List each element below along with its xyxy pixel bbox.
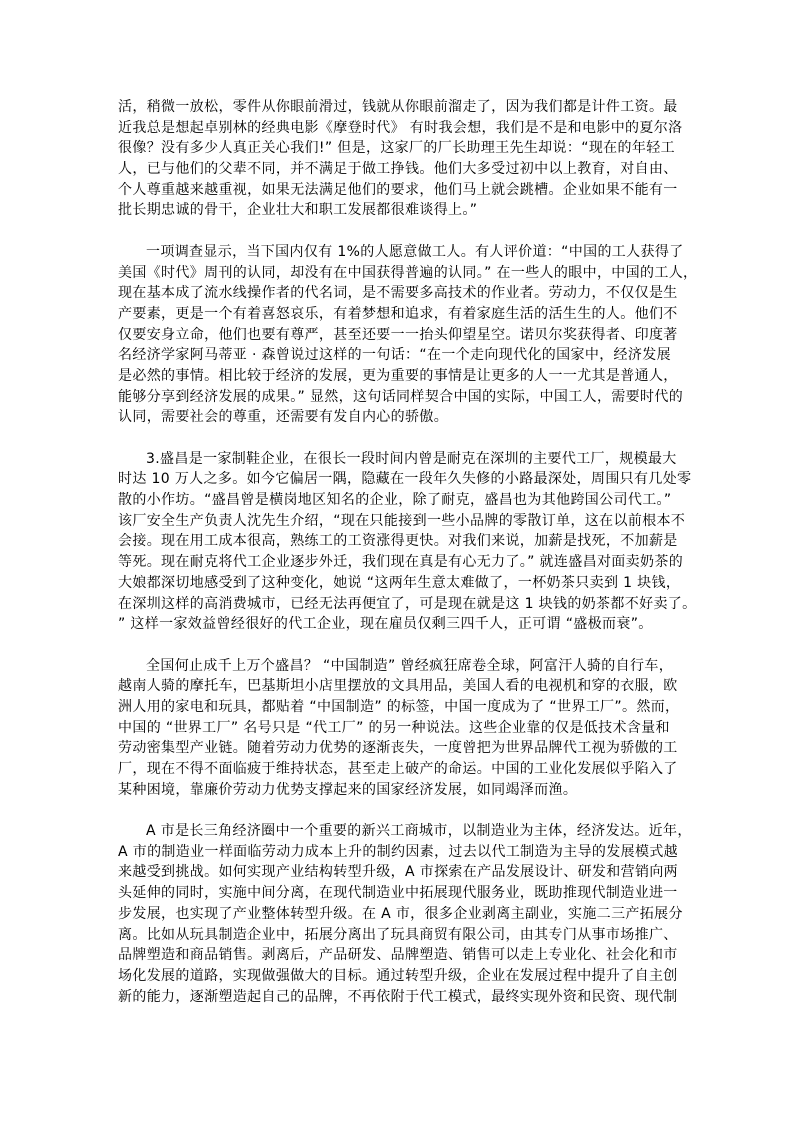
paragraph [118,656,686,801]
paragraph [118,242,698,428]
text-line: 近我总是想起卓别林的经典电影《摩登时代》 有时我会想，我们是不是和电影中的夏尔洛 [118,119,683,136]
text-line: 现在基本成了流水线操作者的代名词，是不需要多高技术的作业者。劳动力，不仅仅是生 [118,285,678,302]
text-line: 一项调查显示，当下国内仅有 1%的人愿意做工人。有人评价道：“中国的工人获得了 [146,243,684,260]
text-line: 活，稍微一放松，零件从你眼前滑过，钱就从你眼前溜走了，因为我们都是计件工资。最 [118,99,678,115]
text-line: 场化发展的道路，实现做强做大的目标。通过转型升级，企业在发展过程中提升了自主创 [118,967,678,984]
text-line: 产要素，更是一个有着喜怒哀乐，有着梦想和追求，有着家庭生活的活生生的人。他们不 [118,305,678,322]
text-line: 越南人骑的摩托车，巴基斯坦小店里摆放的文具用品，美国人看的电视机和穿的衣服，欧 [118,678,678,695]
text-line: 等死。现在耐克将代工企业逐步外迁，我们现在真是有心无力了。” 就连盛昌对面卖奶茶的 [118,554,684,571]
text-line: 大娘都深切地感受到了这种变化，她说 “这两年生意太难做了，一杯奶茶只卖到 1 块钱， [118,574,681,591]
text-line: 人，已与他们的父辈不同，并不满足于做工挣钱。他们大多受过初中以上教育，对自由、 [118,161,678,178]
text-line: 某种困境，靠廉价劳动力优势支撑起来的国家经济发展，如同竭泽而渔。 [118,781,578,798]
paragraph [118,821,692,1007]
text-line: ” 这样一家效益曾经很好的代工企业，现在雇员仅剩三四千人，正可谓 “盛极而衰”。 [118,616,653,633]
text-line: 仅要安身立命，他们也要有尊严，甚至还要一一抬头仰望星空。诺贝尔奖获得者、印度著 [118,326,678,343]
text-line: 品牌塑造和商品销售。剥离后，产品研发、品牌塑造、销售可以走上专业化、社会化和市 [118,947,678,964]
text-line: 来越受到挑战。如何实现产业结构转型升级，A 市探索在产品发展设计、研发和营销向两 [118,864,679,881]
text-line: A 市是长三角经济圈中一个重要的新兴工商城市，以制造业为主体，经济发达。近年， [146,823,692,840]
text-line: 能够分享到经济发展的成果。” 显然，这句话同样契合中国的实际，中国工人，需要时代的 [118,388,684,405]
text-line: 头延伸的同时，实施中间分离，在现代制造业中拓展现代服务业，既助推现代制造业进一 [118,885,678,902]
text-line: 很像？没有多少人真正关心我们!” 但是，这家厂的厂长助理王先生却说：“现在的年轻工 [118,140,675,157]
text-line: 全国何止成千上万个盛昌？ “中国制造” 曾经疯狂席卷全球，阿富汗人骑的自行车， [146,657,674,674]
text-line: 在深圳这样的高消费城市，已经无法再便宜了，可是现在就是这 1 块钱的奶茶都不好卖了。 [118,595,697,612]
text-line: 新的能力，逐渐塑造起自己的品牌，不再依附于代工模式，最终实现外资和民资、现代制 [118,988,678,1005]
paragraph [118,449,697,635]
text-line: 该厂安全生产负责人沈先生介绍，“现在只能接到一些小品牌的零散订单，这在以前根本不 [118,512,686,529]
document-page [118,97,698,1028]
text-line: 离。比如从玩具制造企业中，拓展分离出了玩具商贸有限公司，由其专门从事市场推广、 [118,926,678,943]
text-line: 时达 10 万人之多。如今它偏居一隅，隐藏在一段年久失修的小路最深处，周围只有几处零 [118,471,692,488]
text-line: 中国的 “世界工厂” 名号只是 “代工厂” 的另一种说法。这些企业靠的仅是低技术含量和 [118,719,670,736]
text-line: 会接。现在用工成本很高，熟练工的工资涨得更快。对我们来说，加薪是找死，不加薪是 [118,533,678,550]
text-line: 认同，需要社会的尊重，还需要有发自内心的骄傲。 [118,409,449,426]
text-line: 厂，现在不得不面临疲于维持状态，甚至走上破产的命运。中国的工业化发展似乎陷入了 [118,761,678,777]
text-line: 是必然的事情。相比较于经济的发展，更为重要的事情是让更多的人一一尤其是普通人， [118,367,678,384]
text-line: A 市的制造业一样面临劳动力成本上升的制约因素，过去以代工制造为主导的发展模式越 [118,843,679,860]
text-line: 美国《时代》周刊的认同，却没有在中国获得普遍的认同。” 在一些人的眼中，中国的工人， [118,264,698,281]
text-line: 3.盛昌是一家制鞋企业，在很长一段时间内曾是耐克在深圳的主要代工厂，规模最大 [146,450,677,467]
text-line: 个人尊重越来越重视，如果无法满足他们的要求，他们马上就会跳槽。企业如果不能有一 [118,181,678,198]
text-line: 批长期忠诚的骨干，企业壮大和职工发展都很难谈得上。” [118,202,478,219]
text-line: 劳动密集型产业链。随着劳动力优势的逐渐丧失，一度曾把为世界品牌代工视为骄傲的工 [118,740,678,757]
paragraph [118,97,686,221]
text-line: 步发展，也实现了产业整体转型升级。在 A 市，很多企业剥离主副业，实施二三产拓展分 [118,905,683,922]
text-line: 散的小作坊。“盛昌曾是横岗地区知名的企业，除了耐克，盛昌也为其他跨国公司代工。” [118,492,672,509]
text-line: 名经济学家阿马蒂亚 · 森曾说过这样的一句话：“在一个走向现代化的国家中，经济发展 [118,347,671,364]
text-line: 洲人用的家电和玩具，都贴着 “中国制造” 的标签，中国一度成为了 “世界工厂”。然而， [118,698,680,715]
